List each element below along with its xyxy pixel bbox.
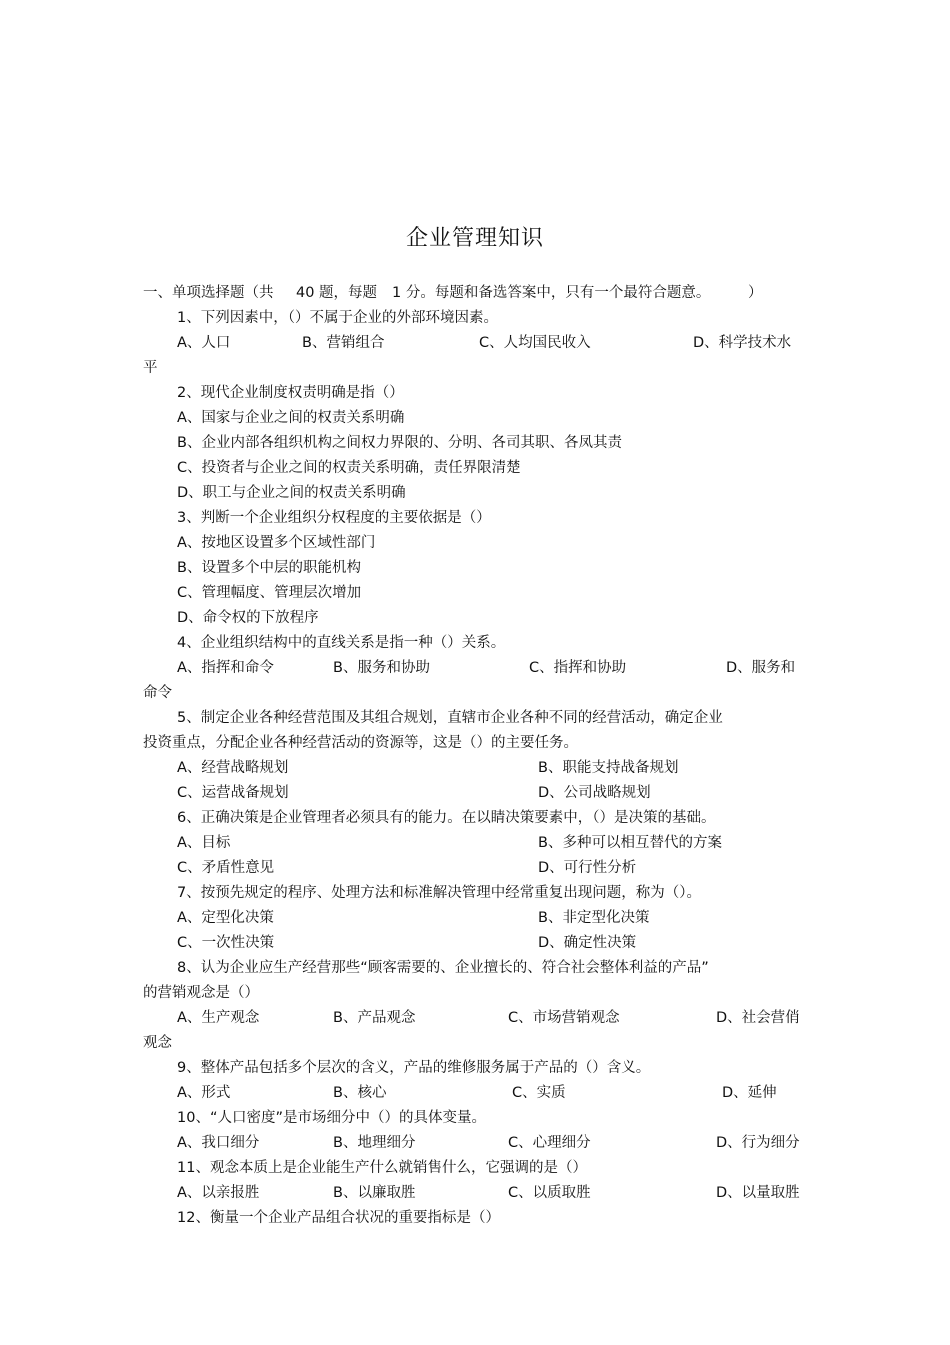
section-header-part4: ） [748, 285, 763, 301]
question-7-option-a: A、定型化决策 [177, 910, 274, 926]
question-8-option-a: A、生产观念 [177, 1010, 260, 1026]
document-title: 企业管理知识 [405, 226, 544, 251]
question-7-option-c: C、一次性决策 [177, 935, 275, 951]
question-10-stem: 10、“人口密度”是市场细分中（）的具体变量。 [177, 1110, 486, 1126]
question-7-option-d: D、确定性决策 [538, 935, 637, 951]
question-6-option-d: D、可行性分析 [538, 860, 637, 876]
question-8-continuation: 观念 [143, 1035, 172, 1051]
question-8-option-b: B、产品观念 [333, 1010, 416, 1026]
question-5-stem-line2: 投资重点，分配企业各种经营活动的资源等，这是（）的主要任务。 [143, 735, 578, 751]
question-11-option-b: B、以廉取胜 [333, 1185, 416, 1201]
question-4-option-a: A、指挥和命令 [177, 660, 274, 676]
section-header-part3: 1 分。每题和备选答案中，只有一个最符合题意。 [392, 285, 711, 301]
question-9-option-c: C、实质 [512, 1085, 566, 1101]
question-5-option-b: B、职能支持战备规划 [538, 760, 679, 776]
question-5-option-a: A、经营战略规划 [177, 760, 289, 776]
question-3-option-b: B、设置多个中层的职能机构 [177, 560, 361, 576]
question-2-option-b: B、企业内部各组织机构之间权力界限的、分明、各司其职、各凤其责 [177, 435, 622, 451]
question-10-option-b: B、地理细分 [333, 1135, 416, 1151]
question-10-option-c: C、心理细分 [508, 1135, 591, 1151]
question-4-option-b: B、服务和协助 [333, 660, 430, 676]
question-7-option-b: B、非定型化决策 [538, 910, 650, 926]
question-3-option-d: D、命令权的下放程序 [177, 610, 319, 626]
section-header-part1: 一、单项选择题（共 [143, 285, 274, 301]
question-5-option-c: C、运营战备规划 [177, 785, 289, 801]
section-header-part2: 40 题，每题 [296, 285, 378, 301]
question-3-stem: 3、判断一个企业组织分权程度的主要依据是（） [177, 510, 491, 526]
question-11-option-a: A、以亲报胜 [177, 1185, 260, 1201]
question-7-stem: 7、按预先规定的程序、处理方法和标准解决管理中经常重复出现问题，称为（）。 [177, 885, 701, 901]
question-9-option-d: D、延伸 [722, 1085, 777, 1101]
question-4-stem: 4、企业组织结构中的直线关系是指一种（）关系。 [177, 635, 506, 651]
question-1-continuation: 平 [143, 360, 158, 376]
question-5-option-d: D、公司战略规划 [538, 785, 651, 801]
question-1-option-b: B、营销组合 [302, 335, 385, 351]
question-8-stem-line2: 的营销观念是（） [143, 985, 259, 1001]
question-2-option-a: A、国家与企业之间的权责关系明确 [177, 410, 405, 426]
question-12-stem: 12、衡量一个企业产品组合状况的重要指标是（） [177, 1210, 500, 1226]
question-6-option-c: C、矛盾性意见 [177, 860, 275, 876]
question-3-option-c: C、管理幅度、管理层次增加 [177, 585, 362, 601]
question-1-option-d: D、科学技术水 [693, 335, 792, 351]
question-8-option-d: D、社会营俏 [716, 1010, 800, 1026]
question-8-option-c: C、市场营销观念 [508, 1010, 620, 1026]
question-11-stem: 11、观念本质上是企业能生产什么就销售什么，它强调的是（） [177, 1160, 587, 1176]
question-6-option-a: A、目标 [177, 835, 231, 851]
question-1-stem: 1、下列因素中，（）不属于企业的外部环境因素。 [177, 310, 498, 326]
question-3-option-a: A、按地区设置多个区域性部门 [177, 535, 376, 551]
question-5-stem-line1: 5、制定企业各种经营范围及其组合规划，直辖市企业各种不同的经营活动，确定企业 [177, 710, 723, 726]
question-4-option-d: D、服务和 [726, 660, 796, 676]
question-11-option-d: D、以量取胜 [716, 1185, 800, 1201]
question-4-continuation: 命令 [143, 685, 172, 701]
question-9-option-a: A、形式 [177, 1085, 231, 1101]
question-2-option-d: D、职工与企业之间的权责关系明确 [177, 485, 406, 501]
question-10-option-d: D、行为细分 [716, 1135, 800, 1151]
question-9-stem: 9、整体产品包括多个层次的含义，产品的维修服务属于产品的（）含义。 [177, 1060, 651, 1076]
question-9-option-b: B、核心 [333, 1085, 387, 1101]
question-4-option-c: C、指挥和协助 [529, 660, 627, 676]
question-11-option-c: C、以质取胜 [508, 1185, 591, 1201]
question-1-option-a: A、人口 [177, 335, 231, 351]
question-10-option-a: A、我口细分 [177, 1135, 260, 1151]
question-2-stem: 2、现代企业制度权责明确是指（） [177, 385, 404, 401]
question-1-option-c: C、人均国民收入 [479, 335, 591, 351]
question-6-option-b: B、多种可以相互替代的方案 [538, 835, 722, 851]
question-2-option-c: C、投资者与企业之间的权责关系明确，责任界限清楚 [177, 460, 521, 476]
question-6-stem: 6、正确决策是企业管理者必须具有的能力。在以睛决策要素中，（）是决策的基础。 [177, 810, 716, 826]
question-8-stem-line1: 8、认为企业应生产经营那些“顾客需要的、企业擅长的、符合社会整体利益的产品” [177, 960, 709, 976]
